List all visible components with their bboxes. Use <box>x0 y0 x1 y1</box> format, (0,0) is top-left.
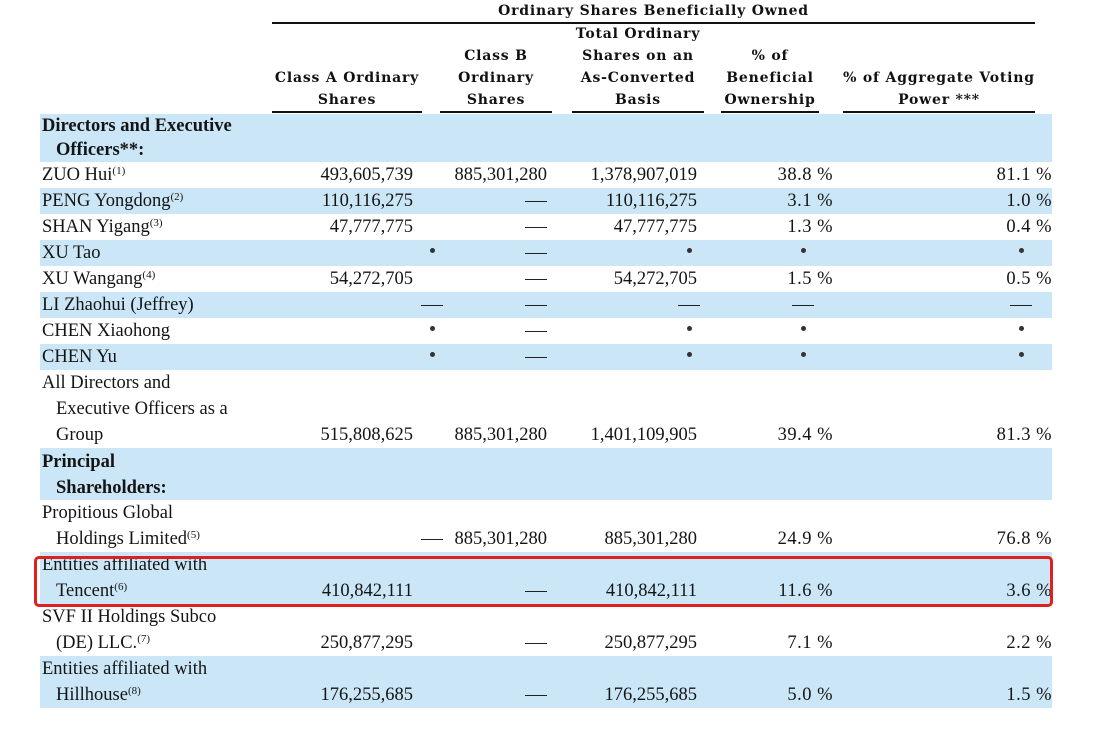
cell-beneficial: 5.0 % <box>787 685 833 705</box>
cell-beneficial: 24.9 % <box>777 529 833 549</box>
cell-total: 885,301,280 <box>604 529 697 549</box>
row-label <box>42 214 163 240</box>
row-name: Holdings Limited <box>56 529 188 549</box>
cell-voting: 1.5 % <box>1006 685 1052 705</box>
asterisk-mark <box>430 352 435 357</box>
row-name: XU Tao <box>42 243 101 263</box>
row-label: SVF II Holdings Subco <box>42 607 217 627</box>
col-header-line: Total Ordinary <box>575 26 701 42</box>
row-name: XU Wangang <box>42 269 143 289</box>
footnote-ref: (1) <box>112 165 126 177</box>
footnote-ref: (8) <box>127 685 141 697</box>
cell-class-a: 250,877,295 <box>320 633 413 653</box>
asterisk-mark <box>1019 352 1024 357</box>
row-label <box>42 682 141 708</box>
super-header: Ordinary Shares Beneficially Owned <box>272 0 1035 24</box>
row-label: Entities affiliated with <box>42 659 208 679</box>
footnote-ref: (3) <box>149 217 163 229</box>
cell-total: 1,378,907,019 <box>590 165 697 185</box>
table-row <box>40 344 1052 370</box>
row-label <box>42 318 170 344</box>
dash-mark <box>525 227 547 228</box>
table-row <box>40 240 1052 266</box>
table-row <box>40 500 1052 552</box>
table-row <box>40 292 1052 318</box>
cell-class-b: 885,301,280 <box>454 529 547 549</box>
row-name: CHEN Xiaohong <box>42 321 170 341</box>
cell-beneficial: 39.4 % <box>777 425 833 445</box>
row-name: ZUO Hui <box>42 165 113 185</box>
asterisk-mark <box>801 326 806 331</box>
col-header-line: Power *** <box>898 92 980 108</box>
col-header-line: Class B <box>464 48 528 64</box>
table-row <box>40 604 1052 656</box>
table-row <box>40 188 1052 214</box>
dash-mark <box>421 539 443 540</box>
section-title: Principal <box>42 452 115 472</box>
table-row <box>40 214 1052 240</box>
cell-voting: 2.2 % <box>1006 633 1052 653</box>
row-label <box>42 266 155 292</box>
dash-mark <box>525 305 547 306</box>
col-header-line: Ownership <box>724 92 816 108</box>
row-label <box>42 240 100 266</box>
col-header-class-a <box>272 24 422 113</box>
dash-mark <box>525 643 547 644</box>
row-label: All Directors and <box>42 373 171 393</box>
row-label: Propitious Global <box>42 503 174 523</box>
asterisk-mark <box>687 352 692 357</box>
cell-total: 250,877,295 <box>604 633 697 653</box>
col-header-line: % of <box>751 48 789 64</box>
col-header-voting <box>843 24 1035 113</box>
col-header-line: As-Converted <box>580 70 696 86</box>
asterisk-mark <box>801 352 806 357</box>
cell-voting: 81.3 % <box>996 425 1052 445</box>
col-header-line: Basis <box>615 92 661 108</box>
row-label <box>42 162 125 188</box>
dash-mark <box>525 357 547 358</box>
row-name: SHAN Yigang <box>42 217 150 237</box>
section-title: Officers**: <box>56 140 145 160</box>
cell-total: 54,272,705 <box>613 269 697 289</box>
asterisk-mark <box>687 326 692 331</box>
dash-mark <box>525 253 547 254</box>
row-name: LI Zhaohui (Jeffrey) <box>42 295 194 315</box>
cell-beneficial: 1.5 % <box>787 269 833 289</box>
row-label <box>42 526 200 552</box>
col-header-line: Class A Ordinary <box>274 70 420 86</box>
cell-class-a: 47,777,775 <box>329 217 413 237</box>
cell-voting: 0.5 % <box>1006 269 1052 289</box>
cell-beneficial: 11.6 % <box>778 581 833 601</box>
table-row <box>40 656 1052 708</box>
asterisk-mark <box>430 326 435 331</box>
col-header-line: Shares <box>317 92 377 108</box>
highlight-box <box>34 556 1053 607</box>
dash-mark <box>678 305 700 306</box>
row-name: Tencent <box>56 581 115 601</box>
cell-total: 47,777,775 <box>613 217 697 237</box>
table-row <box>40 266 1052 292</box>
footnote-ref: (6) <box>114 581 128 593</box>
asterisk-mark <box>801 248 806 253</box>
asterisk-mark <box>687 248 692 253</box>
footnote-ref: (2) <box>170 191 184 203</box>
cell-beneficial: 7.1 % <box>787 633 833 653</box>
row-label <box>42 344 117 370</box>
table-row <box>40 318 1052 344</box>
footnote-ref: (5) <box>187 529 200 541</box>
section-directors <box>40 114 1052 162</box>
cell-class-a: 110,116,275 <box>321 191 413 211</box>
row-name: CHEN Yu <box>42 347 117 367</box>
col-header-line: Ordinary <box>458 70 534 86</box>
row-label: Entities affiliated with <box>42 555 208 575</box>
cell-class-a: 176,255,685 <box>320 685 413 705</box>
asterisk-mark <box>1019 248 1024 253</box>
section-principal <box>40 448 1052 500</box>
section-title: Directors and Executive <box>42 116 232 136</box>
cell-class-a: 515,808,625 <box>320 425 413 445</box>
row-label <box>42 292 194 318</box>
cell-total: 176,255,685 <box>604 685 697 705</box>
col-header-total <box>572 24 704 113</box>
cell-class-a: 54,272,705 <box>329 269 413 289</box>
row-name: Hillhouse <box>56 685 128 705</box>
section-title: Shareholders: <box>56 478 167 498</box>
cell-voting: 76.8 % <box>996 529 1052 549</box>
cell-class-b: 885,301,280 <box>454 165 547 185</box>
cell-total: 1,401,109,905 <box>590 425 697 445</box>
footnote-ref: (4) <box>142 269 156 281</box>
cell-voting: 1.0 % <box>1006 191 1052 211</box>
dash-mark <box>525 331 547 332</box>
cell-class-b: 885,301,280 <box>454 425 547 445</box>
row-label: Group <box>56 425 104 445</box>
cell-class-a: 493,605,739 <box>320 165 413 185</box>
cell-voting: 0.4 % <box>1006 217 1052 237</box>
dash-mark <box>525 201 547 202</box>
row-name: (DE) LLC. <box>56 633 138 653</box>
col-header-line: Beneficial <box>726 70 814 86</box>
cell-voting: 3.6 % <box>1006 581 1052 601</box>
row-label <box>42 188 183 214</box>
table-row <box>40 162 1052 188</box>
col-header-line: Shares <box>466 92 526 108</box>
dash-mark <box>525 695 547 696</box>
dash-mark <box>525 279 547 280</box>
col-header-line: Shares on an <box>582 48 694 64</box>
cell-total: 110,116,275 <box>605 191 697 211</box>
cell-beneficial: 3.1 % <box>787 191 833 211</box>
asterisk-mark <box>430 248 435 253</box>
cell-total: 410,842,111 <box>605 581 697 601</box>
col-header-line: % of Aggregate Voting <box>843 70 1035 86</box>
cell-beneficial: 1.3 % <box>787 217 833 237</box>
footnote-ref: (7) <box>137 633 151 645</box>
group-row <box>40 370 1052 448</box>
cell-beneficial: 38.8 % <box>777 165 833 185</box>
col-header-beneficial <box>721 24 819 113</box>
dash-mark <box>1010 305 1032 306</box>
row-label: Executive Officers as a <box>56 399 228 419</box>
col-header-class-b <box>440 24 552 113</box>
cell-voting: 81.1 % <box>996 165 1052 185</box>
dash-mark <box>792 305 814 306</box>
dash-mark <box>421 305 443 306</box>
cell-class-a: 410,842,111 <box>321 581 413 601</box>
asterisk-mark <box>1019 326 1024 331</box>
row-name: PENG Yongdong <box>42 191 171 211</box>
row-label <box>42 630 150 656</box>
